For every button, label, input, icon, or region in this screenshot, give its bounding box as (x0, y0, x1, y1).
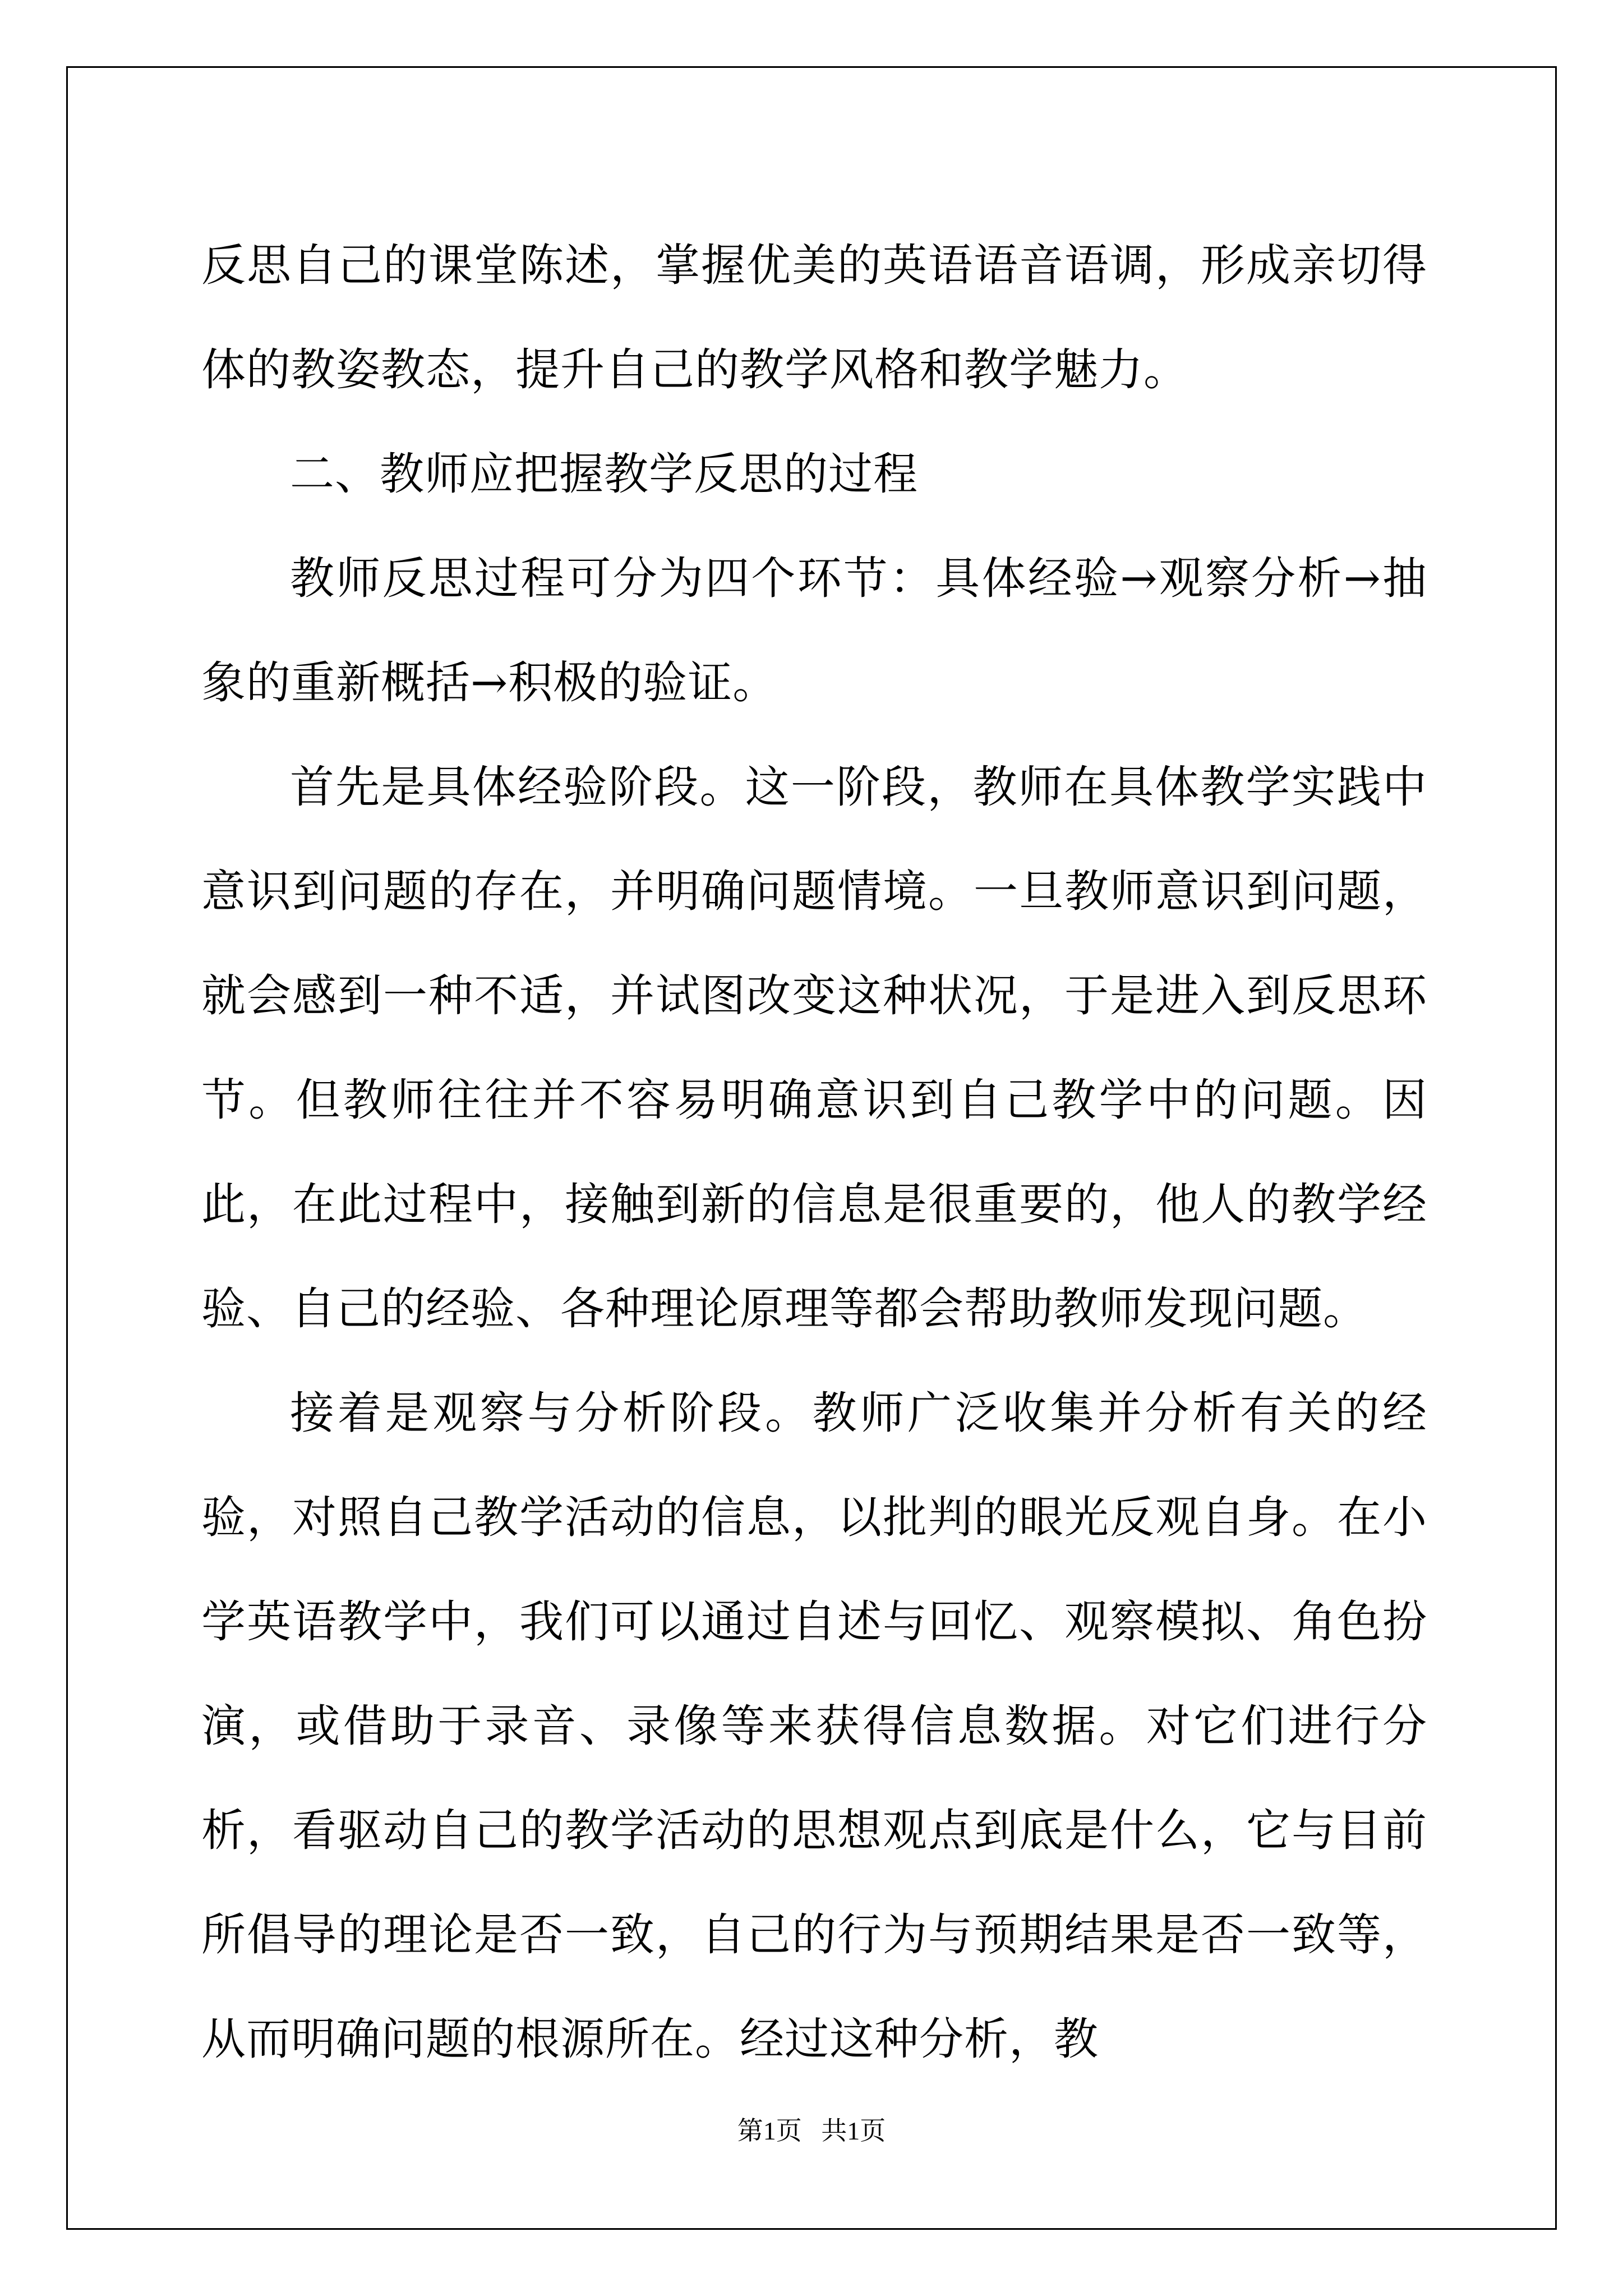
page-footer (0, 2110, 1623, 2147)
paragraph-observation-analysis: 接着是观察与分析阶段。教师广泛收集并分析有关的经验，对照自己教学活动的信息，以批判的眼光反观自身。在小学英语教学中，我们可以通过自述与回忆、观察模拟、角色扮演，或借助于录音、录像等来获得信息数据。对它们进行分析，看驱动自己的教学活动的思想观点到底是什么，它与目前所倡导的理论是否一致，自己的行为与预期结果是否一致等，从而明确问题的根源所在。经过这种分析，教 (201, 1387, 1427, 2065)
paragraph-concrete-experience: 首先是具体经验阶段。这一阶段，教师在具体教学实践中意识到问题的存在，并明确问题情境。一旦教师意识到问题，就会感到一种不适，并试图改变这种状况，于是进入到反思环节。但教师往往并不容易明确意识到自己教学中的问题。因此，在此过程中，接触到新的信息是很重要的，他人的教学经验、自己的经验、各种理论原理等都会帮助教师发现问题。 (201, 761, 1427, 1335)
page-total: 共1页 (821, 2116, 886, 2145)
document-body (201, 213, 1427, 2091)
paragraph-process-overview: 教师反思过程可分为四个环节：具体经验→观察分析→抽象的重新概括→积极的验证。 (201, 553, 1427, 708)
section-heading: 二、教师应把握教学反思的过程 (290, 448, 918, 500)
paragraph-continuation: 反思自己的课堂陈述，掌握优美的英语语音语调，形成亲切得体的教姿教态，提升自己的教学风格和教学魅力。 (201, 240, 1427, 395)
page-number: 第1页 (737, 2116, 802, 2145)
